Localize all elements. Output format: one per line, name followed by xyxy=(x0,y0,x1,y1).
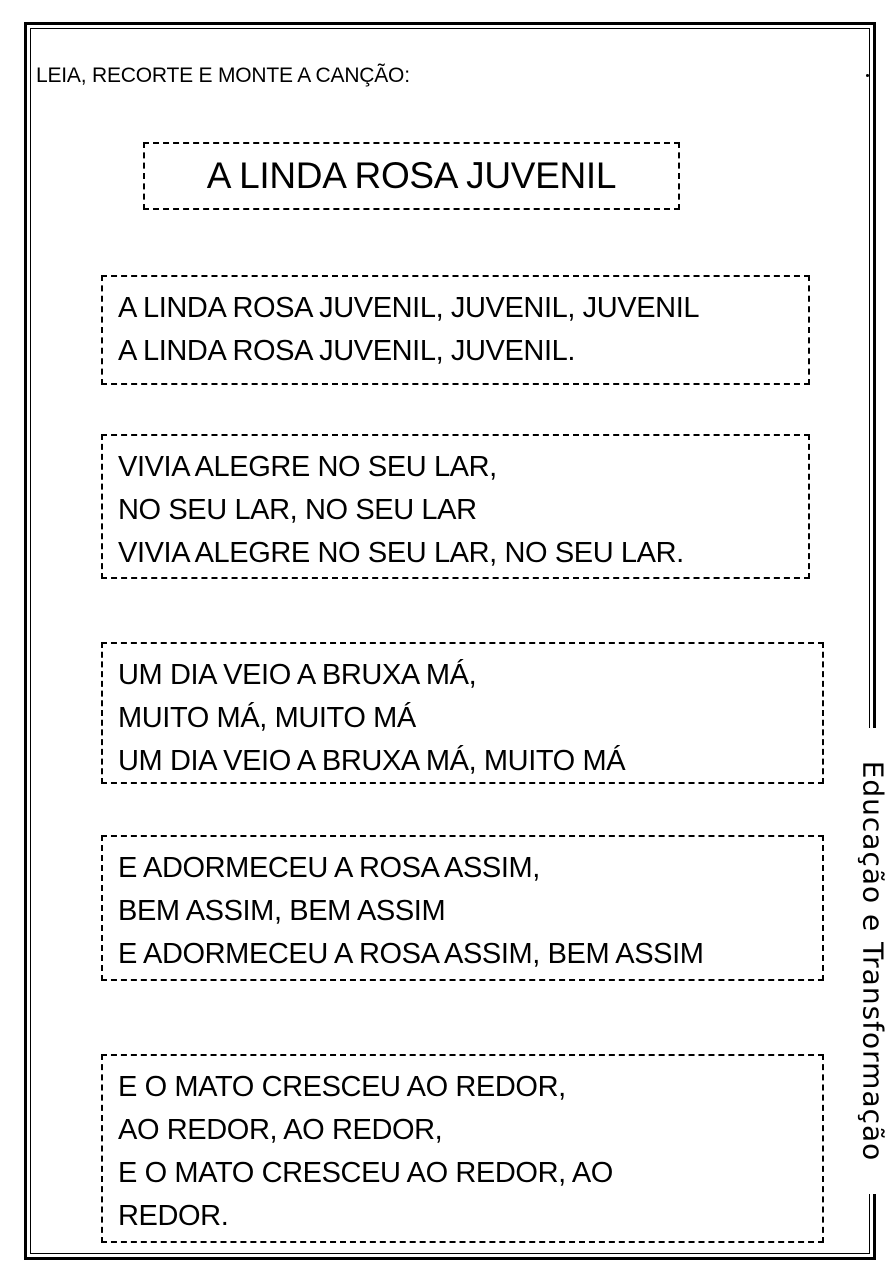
verse-line: VIVIA ALEGRE NO SEU LAR, NO SEU LAR. xyxy=(118,537,684,569)
verse-line: A LINDA ROSA JUVENIL, JUVENIL, JUVENIL xyxy=(118,292,700,324)
song-title-box xyxy=(143,142,680,210)
verse-box-4 xyxy=(101,835,824,981)
verse-line: MUITO MÁ, MUITO MÁ xyxy=(118,702,416,734)
verse-line: REDOR. xyxy=(118,1200,229,1232)
verse-box-2 xyxy=(101,434,810,579)
verse-line: AO REDOR, AO REDOR, xyxy=(118,1114,443,1146)
verse-line: A LINDA ROSA JUVENIL, JUVENIL. xyxy=(118,335,575,367)
verse-line: UM DIA VEIO A BRUXA MÁ, xyxy=(118,659,477,691)
corner-dot xyxy=(866,74,869,77)
verse-line: E ADORMECEU A ROSA ASSIM, BEM ASSIM xyxy=(118,938,704,970)
watermark-text: Educação e Transformação xyxy=(856,760,890,1162)
song-title: A LINDA ROSA JUVENIL xyxy=(206,155,617,196)
verse-line: E O MATO CRESCEU AO REDOR, AO xyxy=(118,1157,613,1189)
verse-box-5 xyxy=(101,1054,824,1243)
verse-box-3 xyxy=(101,642,824,784)
verse-line: NO SEU LAR, NO SEU LAR xyxy=(118,494,477,526)
verse-line: UM DIA VEIO A BRUXA MÁ, MUITO MÁ xyxy=(118,745,626,777)
verse-box-1 xyxy=(101,275,810,385)
verse-line: E ADORMECEU A ROSA ASSIM, xyxy=(118,852,540,884)
verse-line: E O MATO CRESCEU AO REDOR, xyxy=(118,1071,566,1103)
verse-line: VIVIA ALEGRE NO SEU LAR, xyxy=(118,451,497,483)
verse-line: BEM ASSIM, BEM ASSIM xyxy=(118,895,446,927)
instruction-text: LEIA, RECORTE E MONTE A CANÇÃO: xyxy=(36,64,410,87)
